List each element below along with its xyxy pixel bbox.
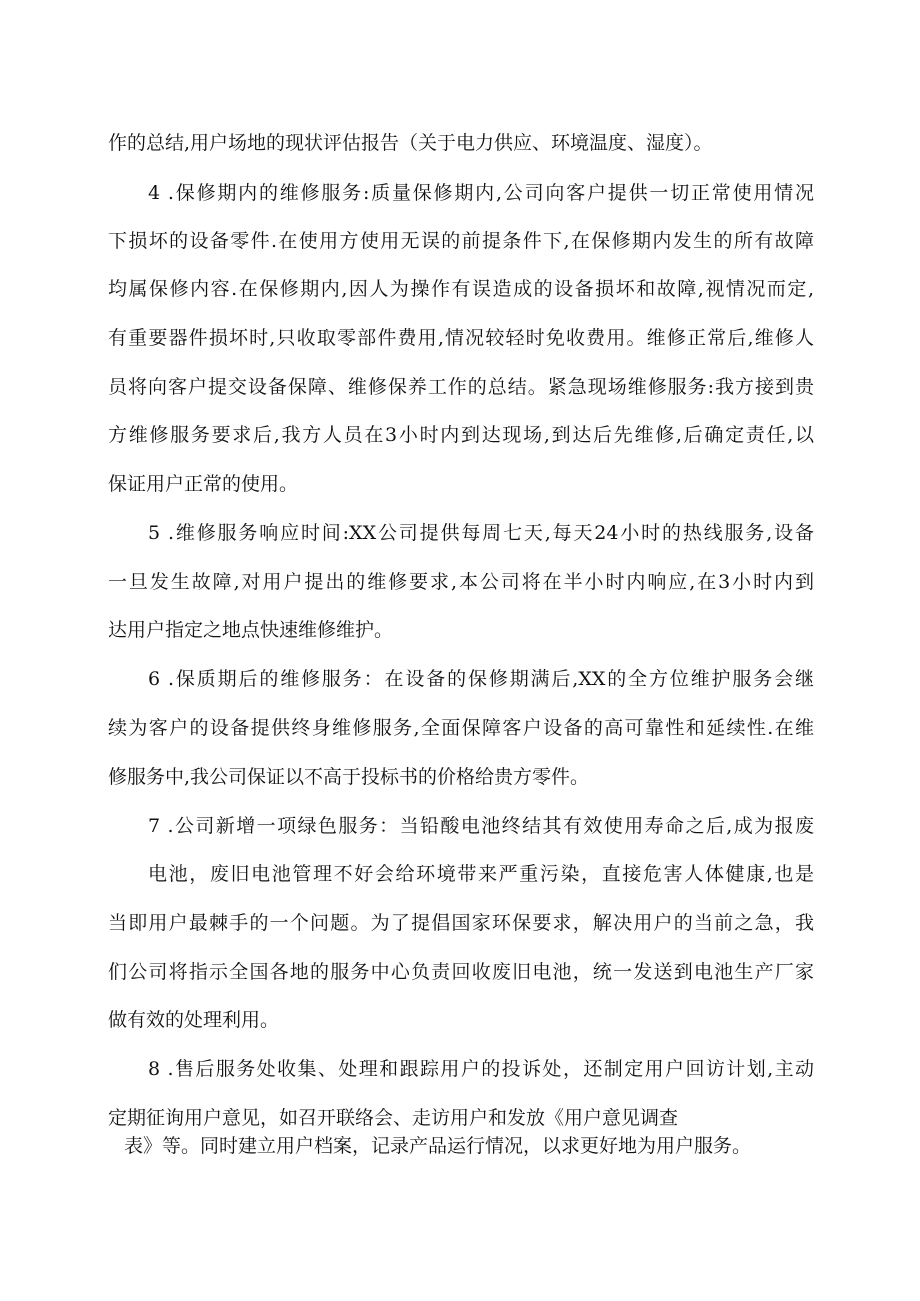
paragraph-7-line: 7 .公司新增一项绿色服务：当铅酸电池终结其有效使用寿命之后,成为报废 [148,815,814,837]
paragraph-5-line: 5 .维修服务响应时间:XX公司提供每周七天,每天24小时的热线服务,设备 [148,522,814,544]
text-line: 当即用户最棘手的一个问题。为了提倡国家环保要求，解决用户的当前之急，我 [108,912,814,934]
text-line: 作的总结,用户场地的现状评估报告（关于电力供应、环境温度、湿度）。 [108,132,713,154]
text-line: 续为客户的设备提供终身维修服务,全面保障客户设备的高可靠性和延续性.在维 [108,717,814,739]
text-line: 有重要器件损坏时,只收取零部件费用,情况较轻时免收费用。维修正常后,维修人 [108,327,814,349]
paragraph-6-line: 6 .保质期后的维修服务：在设备的保修期满后,XX的全方位维护服务会继 [148,668,814,690]
text-line: 们公司将指示全国各地的服务中心负责回收废旧电池，统一发送到电池生产厂家 [108,961,814,983]
text-line: 定期征询用户意见，如召开联络会、走访用户和发放《用户意见调查 [108,1107,679,1129]
text-line: 做有效的处理利用。 [108,1009,280,1031]
text-line: 达用户指定之地点快速维修维护。 [108,619,394,641]
text-line: 修服务中,我公司保证以不高于投标书的价格给贵方零件。 [108,766,590,788]
text-line: 下损坏的设备零件.在使用方使用无误的前提条件下,在保修期内发生的所有故障 [108,230,814,252]
text-line: 一旦发生故障,对用户提出的维修要求,本公司将在半小时内响应,在3小时内到 [108,571,814,593]
text-line: 均属保修内容.在保修期内,因人为操作有误造成的设备损坏和故障,视情况而定, [108,278,814,300]
text-line: 表》等。同时建立用户档案，记录产品运行情况，以求更好地为用户服务。 [124,1135,752,1157]
paragraph-4-line: 4 .保修期内的维修服务:质量保修期内,公司向客户提供一切正常使用情况 [148,182,814,204]
text-line: 员将向客户提交设备保障、维修保养工作的总结。紧急现场维修服务:我方接到贵 [108,376,814,398]
text-line: 方维修服务要求后,我方人员在3小时内到达现场,到达后先维修,后确定责任,以 [108,424,814,446]
text-line: 电池，废旧电池管理不好会给环境带来严重污染，直接危害人体健康,也是 [148,863,814,885]
text-line: 保证用户正常的使用。 [108,473,299,495]
paragraph-8-line: 8 .售后服务处收集、处理和跟踪用户的投诉处，还制定用户回访计划,主动 [148,1058,814,1080]
